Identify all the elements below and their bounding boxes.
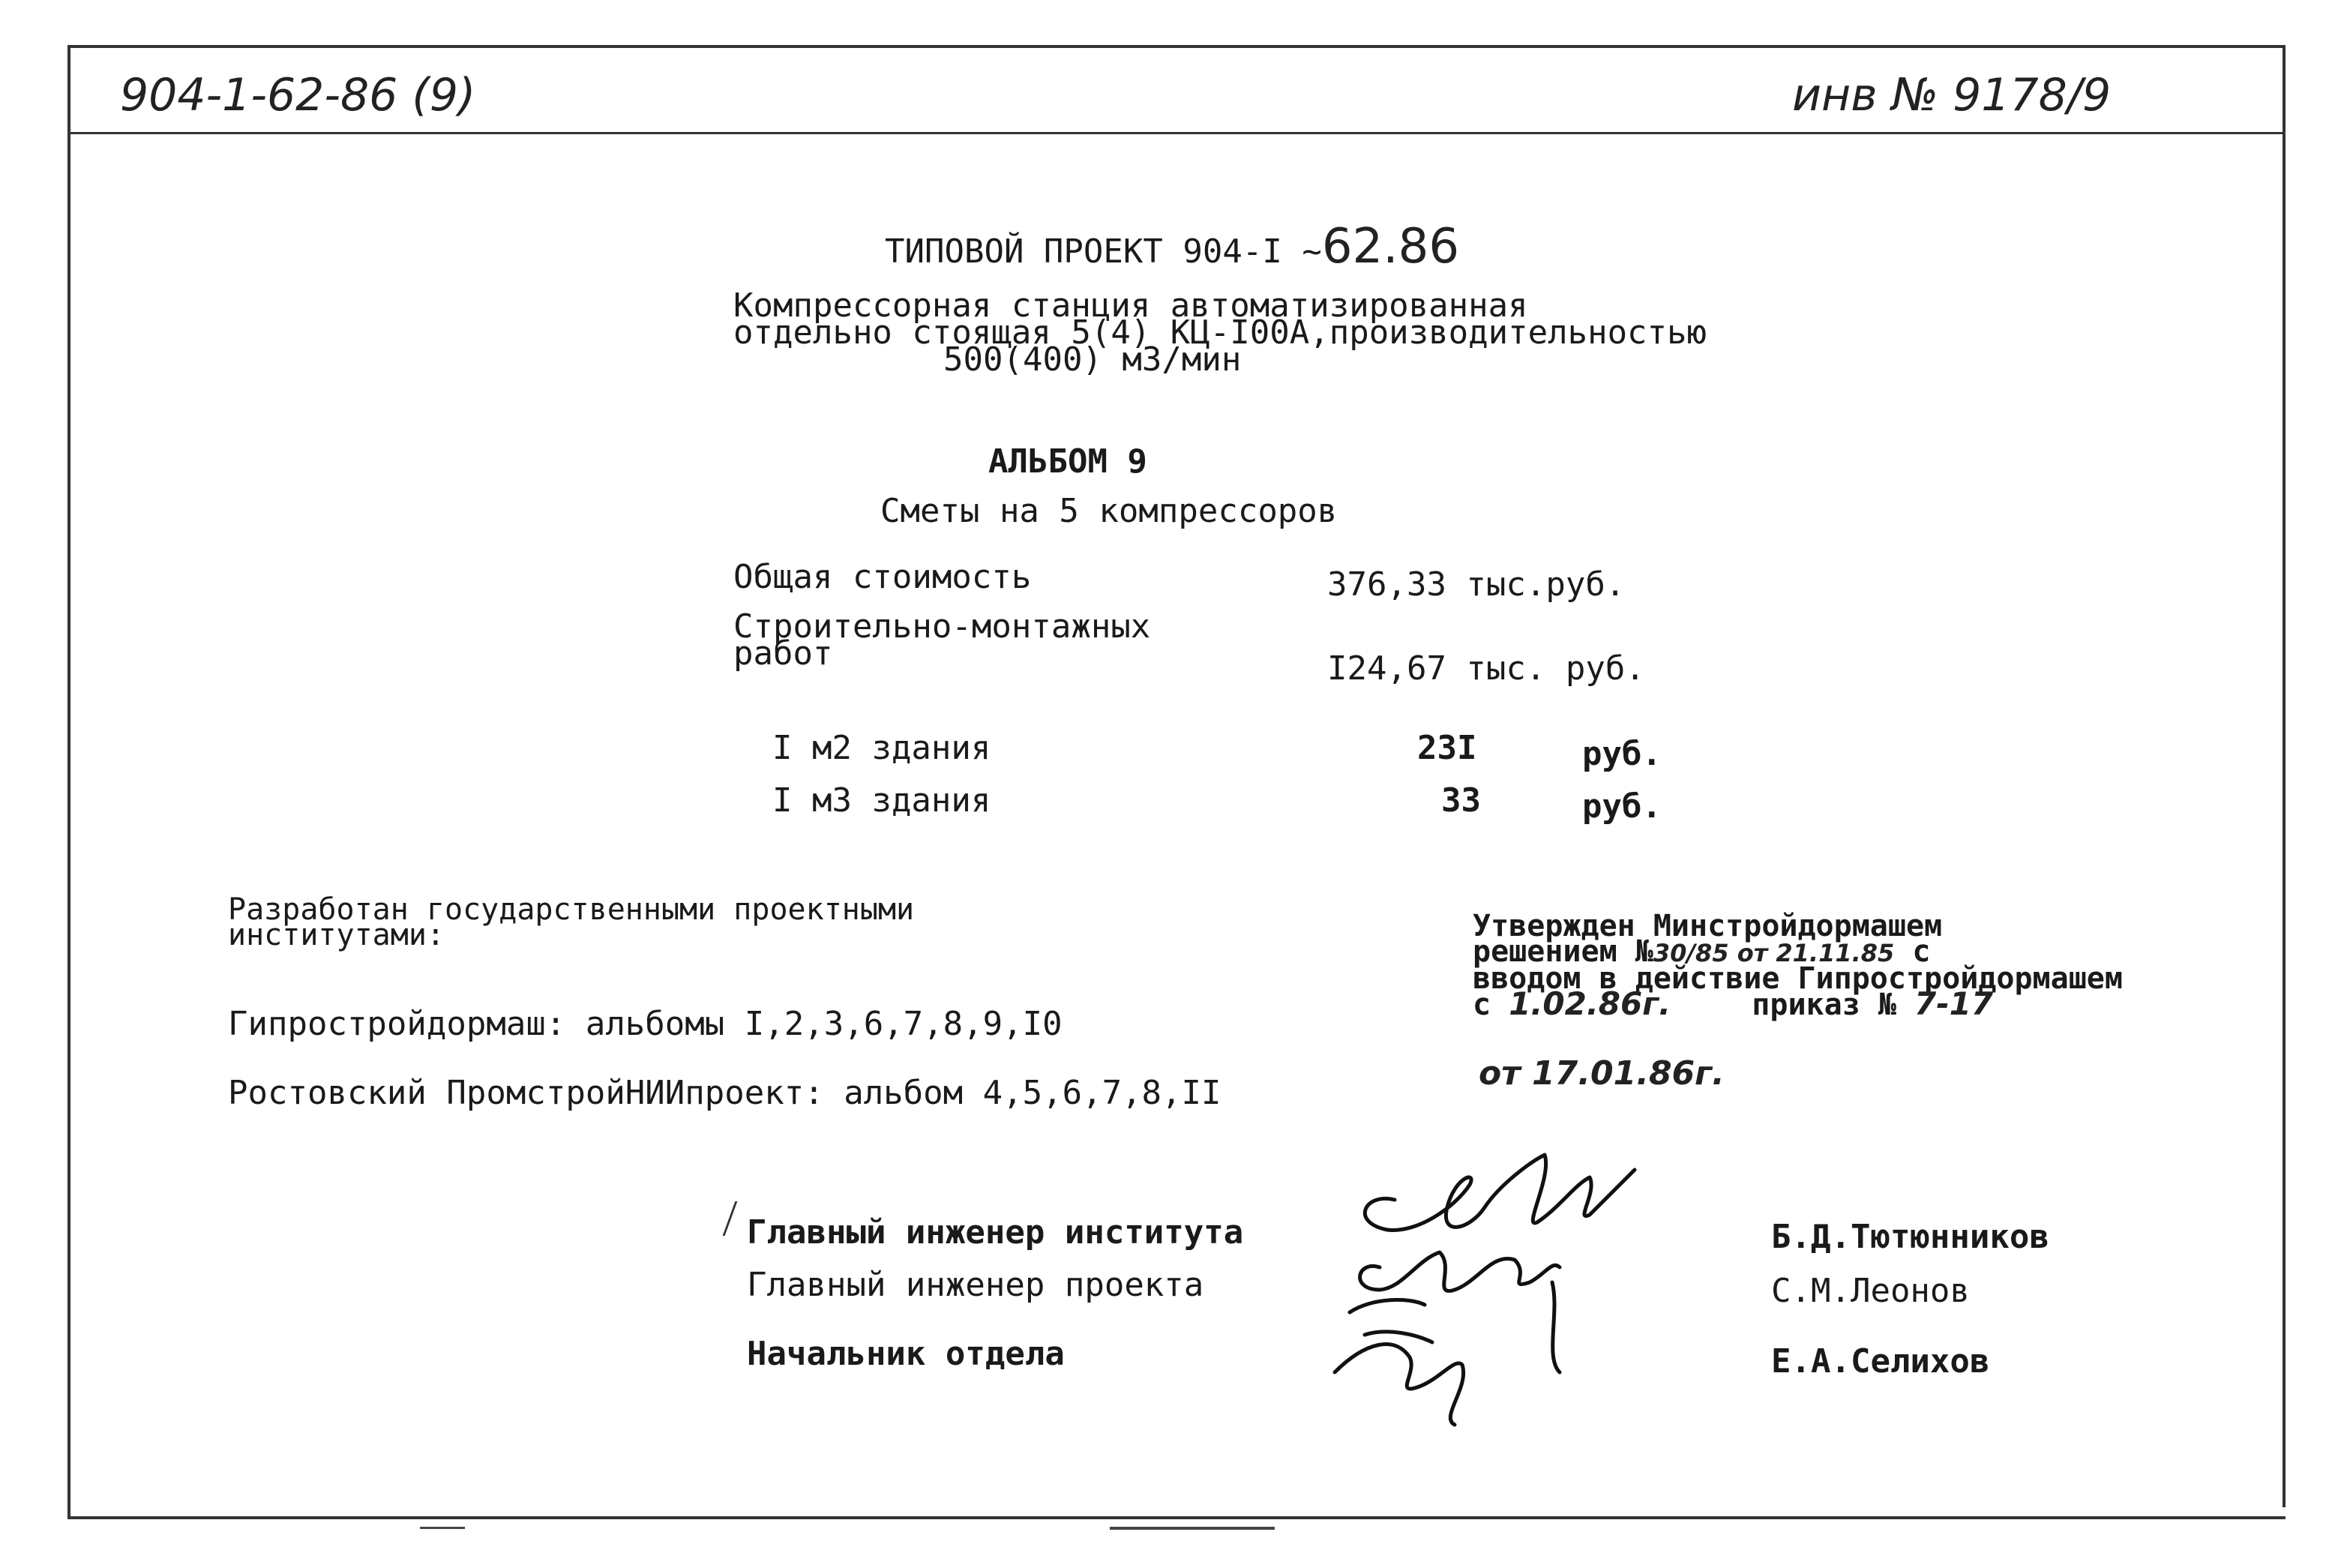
- frame-top-border: [67, 45, 2286, 48]
- cost-per-m3-label: I м3 здания: [772, 781, 991, 820]
- project-title-dash: ~: [1302, 232, 1322, 271]
- document-code: 904-1-62-86 (9): [120, 69, 476, 121]
- total-cost-value: 376,33 тыс.руб.: [1327, 565, 1626, 604]
- approval-block: [1473, 909, 2123, 1022]
- inventory-number: инв № 9178/9: [1792, 69, 2112, 121]
- signature-chief-institute: [1365, 1155, 1635, 1230]
- signatory-name-2: С.М.Леонов: [1771, 1272, 1970, 1310]
- total-cost-label: Общая стоимость: [733, 558, 1032, 596]
- album-number: АЛЬБОМ 9: [988, 442, 1147, 481]
- frame-right-border: [2283, 45, 2286, 1507]
- developed-line-1: Разработан государственными проектными: [228, 892, 915, 927]
- cost-per-m3-unit: руб.: [1582, 787, 1662, 826]
- bottom-mark-left: [420, 1527, 465, 1529]
- approval-decision-suffix: с: [1912, 934, 1931, 969]
- signature-department-head: [1335, 1300, 1464, 1425]
- description-line-1: Компрессорная станция автоматизированная: [733, 286, 1528, 325]
- signatures-image: [1305, 1147, 1695, 1432]
- signatory-name-3: Е.А.Селихов: [1771, 1342, 1990, 1381]
- project-title: [885, 219, 1459, 274]
- approval-order-label: приказ №: [1752, 988, 1896, 1022]
- margin-tick-mark: [723, 1201, 742, 1236]
- construction-label-line-1: Строительно-монтажных: [733, 607, 1151, 646]
- developed-line-2: институтами:: [228, 918, 445, 952]
- chief-engineer-institute-label: Главный инженер института: [747, 1213, 1244, 1252]
- project-title-prefix: ТИПОВОЙ ПРОЕКТ 904-I: [885, 232, 1282, 271]
- cost-per-m2-unit: руб.: [1582, 735, 1662, 773]
- institute-1: Гипростройдормаш: альбомы I,2,3,6,7,8,9,I0: [228, 1005, 1063, 1043]
- construction-cost-label: [733, 607, 1151, 673]
- signatory-name-1: Б.Д.Тютюнников: [1771, 1218, 2049, 1256]
- department-head-label: Начальник отдела: [747, 1335, 1065, 1373]
- cost-per-m2-label: I м2 здания: [772, 729, 991, 767]
- approval-order-number: 7-17: [1914, 985, 1994, 1022]
- signature-chief-project: [1360, 1252, 1560, 1291]
- project-title-number: 62.86: [1321, 219, 1460, 274]
- header-divider: [70, 132, 2283, 134]
- approval-date-prefix: с: [1473, 988, 1491, 1022]
- chief-engineer-project-label: Главный инженер проекта: [747, 1266, 1204, 1304]
- approval-order-date: от 17.01.86г.: [1479, 1054, 1725, 1093]
- frame-bottom-border: [67, 1516, 2286, 1519]
- bottom-mark-center: [1110, 1527, 1275, 1530]
- cost-per-m2-value: 23I: [1417, 729, 1477, 767]
- description-line-2: отдельно стоящая 5(4) КЦ-I00А,производительностью: [733, 313, 1707, 352]
- frame-left-border: [67, 45, 70, 1519]
- approval-line-3: вводом в действие Гипростройдормашем: [1473, 961, 2123, 996]
- approval-line-1: Утвержден Минстройдормашем: [1473, 909, 1943, 943]
- project-description: [733, 286, 1707, 379]
- signature-flourish: [1552, 1282, 1560, 1372]
- approval-decision-prefix: решением №: [1473, 934, 1653, 969]
- construction-cost-value: I24,67 тыс. руб.: [1327, 649, 1645, 688]
- construction-label-line-2: работ: [733, 634, 833, 673]
- approval-date: 1.02.86г.: [1509, 985, 1671, 1022]
- developed-by: [228, 892, 915, 952]
- album-subtitle: Сметы на 5 компрессоров: [880, 492, 1338, 530]
- description-line-3: 500(400) м3/мин: [943, 340, 1242, 379]
- institute-2: Ростовский ПромстройНИИпроект: альбом 4,5,6,7,8,II: [228, 1074, 1221, 1112]
- approval-decision-number: 30/85 от 21.11.85: [1653, 939, 1895, 967]
- cost-per-m3-value: 33: [1441, 781, 1481, 820]
